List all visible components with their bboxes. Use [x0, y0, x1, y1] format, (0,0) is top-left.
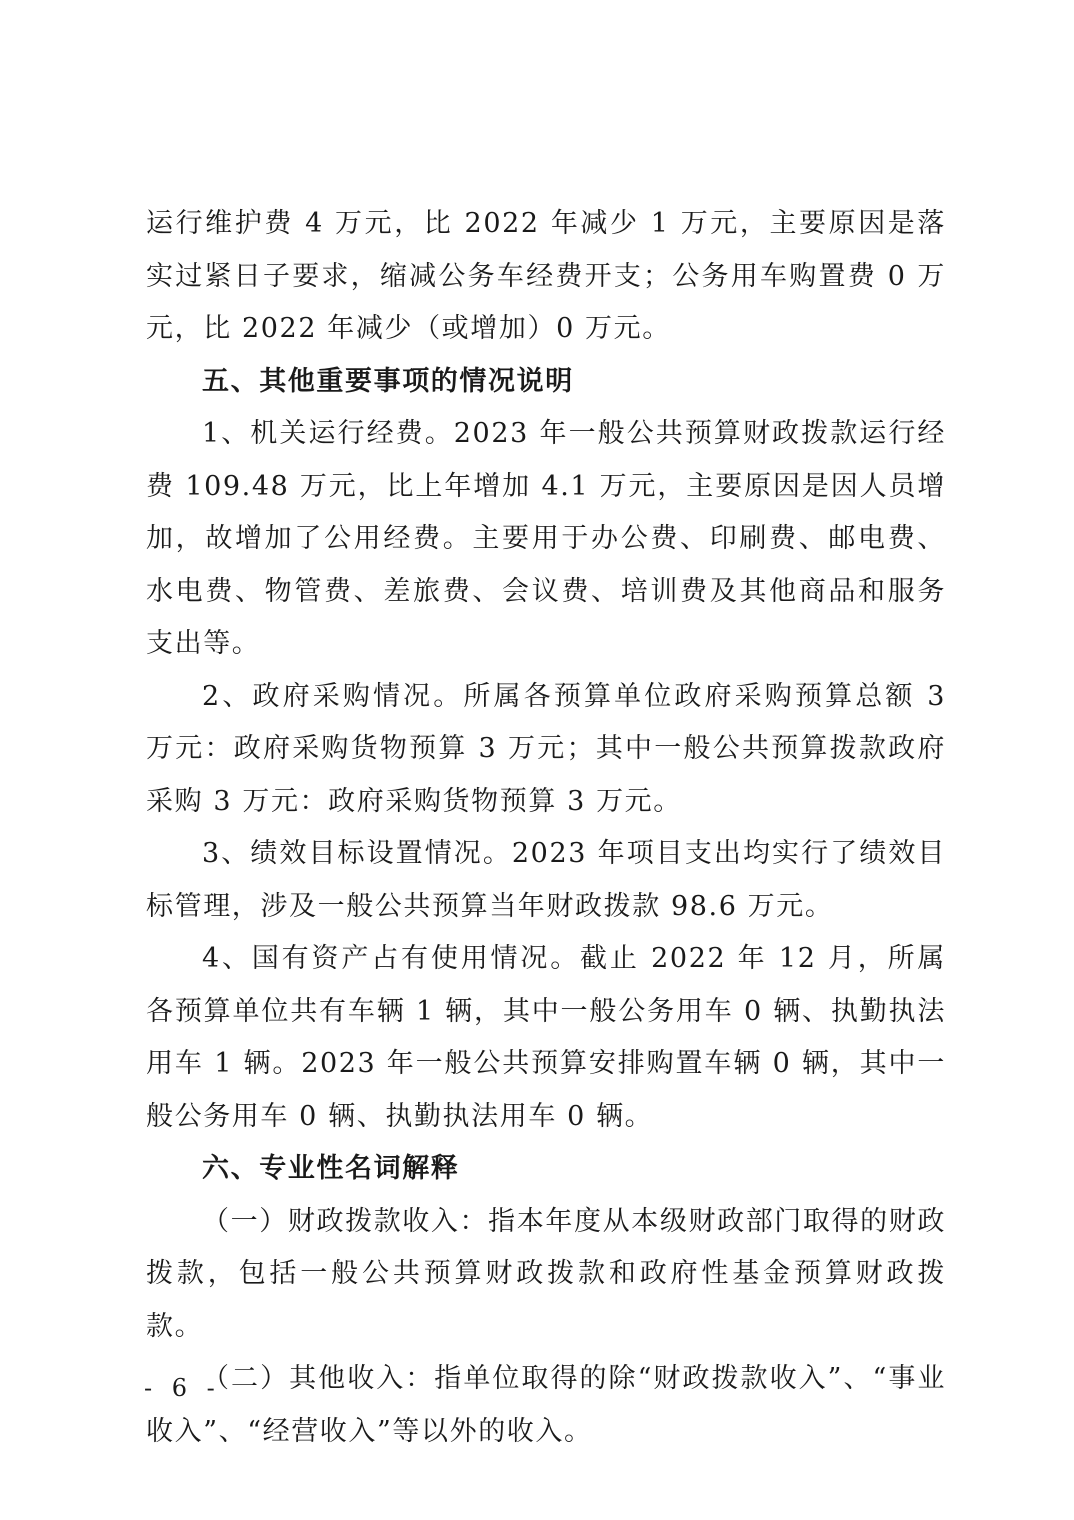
paragraph-fiscal-appropriation-income: （一）财政拨款收入：指本年度从本级财政部门取得的财政拨款，包括一般公共预算财政拨款和政府性基金预算财政拨款。 [146, 1205, 946, 1342]
paragraph-government-procurement: 2、政府采购情况。所属各预算单位政府采购预算总额 3 万元：政府采购货物预算 3 万元；其中一般公共预算拨款政府采购 3 万元：政府采购货物预算 3 万元。 [146, 680, 946, 817]
paragraph-operating-funds: 1、机关运行经费。2023 年一般公共预算财政拨款运行经费 109.48 万元，比上年增加 4.1 万元，主要原因是因人员增加，故增加了公用经费。主要用于办公费、印刷费、邮电费、水电费、物管费、差旅费、会议费、培训费及其他商品和服务支出等。 [146, 418, 946, 659]
document-body [146, 198, 946, 1458]
paragraph-vehicle-maintenance: 运行维护费 4 万元，比 2022 年减少 1 万元，主要原因是落实过紧日子要求，缩减公务车经费开支；公务用车购置费 0 万元，比 2022 年减少（或增加）0 万元。 [146, 208, 946, 344]
paragraph-state-assets: 4、国有资产占有使用情况。截止 2022 年 12 月，所属各预算单位共有车辆 1 辆，其中一般公务用车 0 辆、执勤执法用车 1 辆。2023 年一般公共预算安排购置车辆 0 辆，其中一般公务用车 0 辆、执勤执法用车 0 辆。 [146, 943, 946, 1132]
section-heading-terminology: 六、专业性名词解释 [202, 1153, 460, 1184]
section-heading-other-matters: 五、其他重要事项的情况说明 [202, 365, 574, 397]
paragraph-performance-targets: 3、绩效目标设置情况。2023 年项目支出均实行了绩效目标管理，涉及一般公共预算当年财政拨款 98.6 万元。 [146, 838, 946, 922]
page-number: - 6 - [144, 1374, 221, 1402]
paragraph-other-income: （二）其他收入：指单位取得的除“财政拨款收入”、“事业收入”、“经营收入”等以外的收入。 [146, 1363, 946, 1447]
